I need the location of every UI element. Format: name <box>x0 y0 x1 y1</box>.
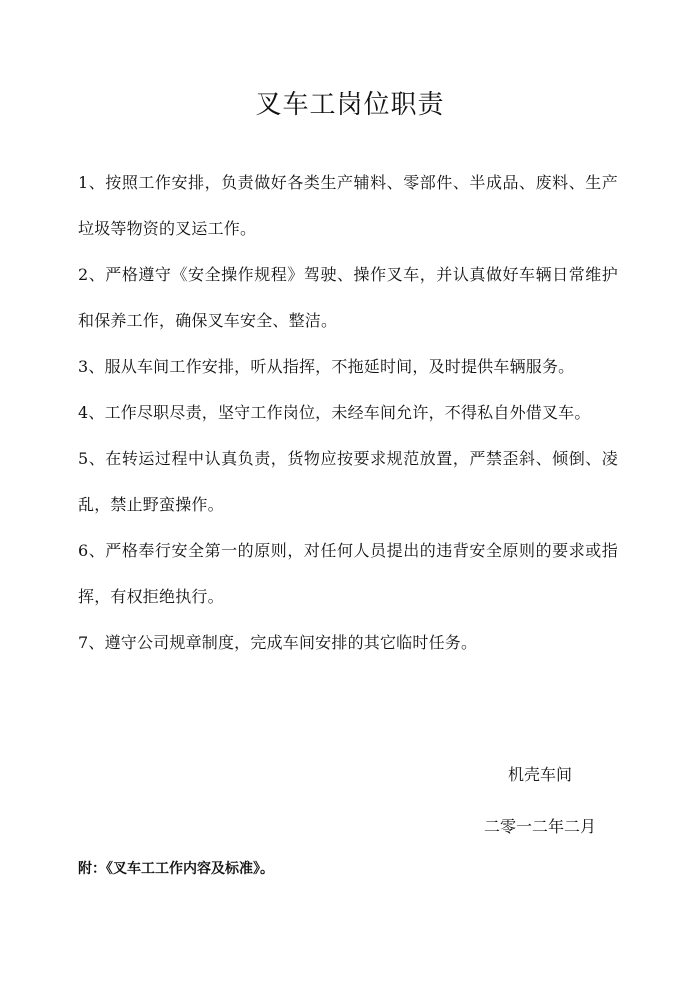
attachment-note: 附：《叉车工工作内容及标准》。 <box>78 861 274 877</box>
clause-4: 4、工作尽职尽责，坚守工作岗位，未经车间允许，不得私自外借叉车。 <box>78 403 591 422</box>
clause-7: 7、遵守公司规章制度，完成车间安排的其它临时任务。 <box>78 633 478 652</box>
signature-date: 二零一二年二月 <box>483 817 596 836</box>
clause-5: 5、在转运过程中认真负责，货物应按要求规范放置，严禁歪斜、倾倒、凌乱，禁止野蛮操作。 <box>78 449 618 514</box>
clause-3: 3、服从车间工作安排，听从指挥，不拖延时间，及时提供车辆服务。 <box>78 357 575 376</box>
clause-2: 2、严格遵守《安全操作规程》驾驶、操作叉车，并认真做好车辆日常维护和保养工作，确保叉车安全、整洁。 <box>78 265 618 330</box>
document-title: 叉车工岗位职责 <box>255 90 445 120</box>
clause-6: 6、严格奉行安全第一的原则，对任何人员提出的违背安全原则的要求或指挥，有权拒绝执行。 <box>78 541 618 606</box>
clause-1: 1、按照工作安排，负责做好各类生产辅料、零部件、半成品、废料、生产垃圾等物资的叉运工作。 <box>78 173 618 238</box>
signature-department: 机壳车间 <box>507 765 572 784</box>
